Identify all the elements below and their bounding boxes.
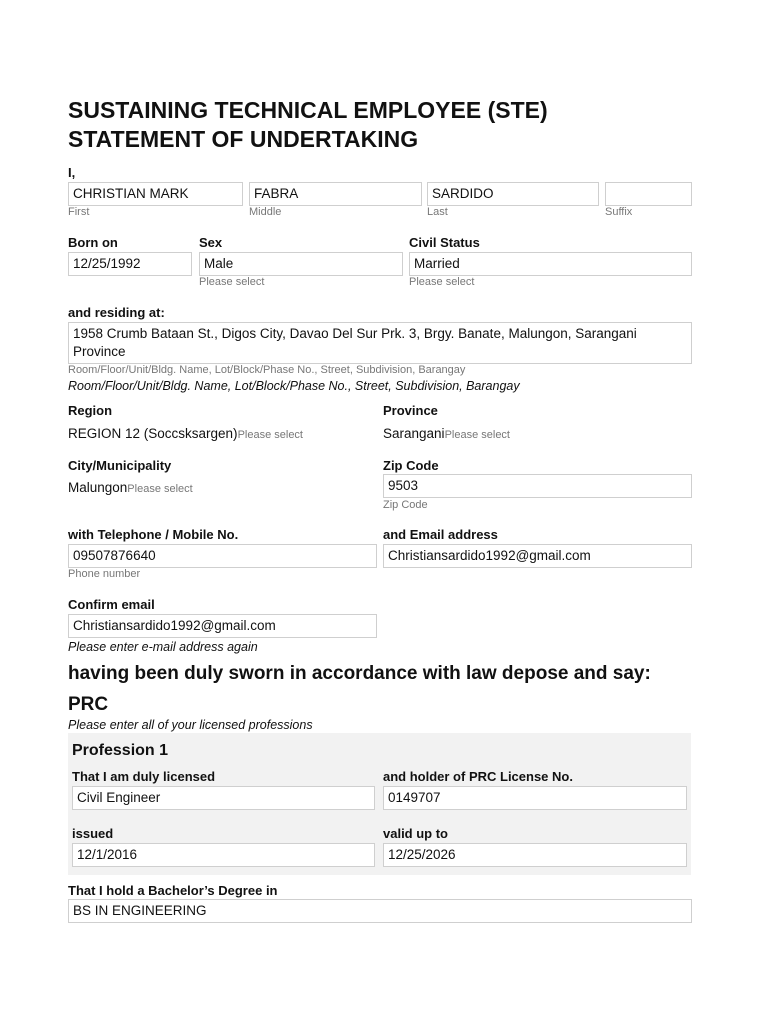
intro-label: I, bbox=[68, 165, 76, 180]
sex-select[interactable]: Male bbox=[199, 252, 403, 276]
phone-label: with Telephone / Mobile No. bbox=[68, 527, 239, 542]
confirm-email-field[interactable]: Christiansardido1992@gmail.com bbox=[68, 614, 377, 638]
phone-field[interactable]: 09507876640 bbox=[68, 544, 377, 568]
city-value: Malungon bbox=[68, 480, 128, 495]
licensed-label: That I am duly licensed bbox=[72, 769, 216, 784]
civil-status-hint: Please select bbox=[409, 276, 475, 288]
email-label: and Email address bbox=[383, 527, 498, 542]
city-select[interactable] bbox=[68, 480, 193, 495]
degree-label: That I hold a Bachelor’s Degree in bbox=[68, 883, 278, 898]
issued-field[interactable]: 12/1/2016 bbox=[72, 843, 375, 867]
civil-status-select[interactable]: Married bbox=[409, 252, 692, 276]
profession-title: Profession 1 bbox=[72, 742, 169, 759]
region-label: Region bbox=[68, 403, 113, 418]
prc-note: Please enter all of your licensed professions bbox=[68, 718, 313, 732]
sworn-statement: having been duly sworn in accordance with law depose and say: bbox=[68, 663, 651, 684]
phone-hint: Phone number bbox=[68, 568, 141, 580]
confirm-email-note: Please enter e-mail address again bbox=[68, 640, 258, 654]
valid-up-to-field[interactable]: 12/25/2026 bbox=[383, 843, 687, 867]
zip-field[interactable]: 9503 bbox=[383, 474, 692, 498]
region-value: REGION 12 (Soccsksargen) bbox=[68, 426, 238, 441]
address-field[interactable] bbox=[68, 322, 692, 364]
sex-label: Sex bbox=[199, 235, 223, 250]
zip-label: Zip Code bbox=[383, 458, 439, 473]
form-title bbox=[68, 96, 548, 154]
profession-field[interactable]: Civil Engineer bbox=[72, 786, 375, 810]
address-hint: Room/Floor/Unit/Bldg. Name, Lot/Block/Phase No., Street, Subdivision, Barangay bbox=[68, 364, 466, 376]
zip-hint: Zip Code bbox=[383, 499, 428, 511]
title-line-1: SUSTAINING TECHNICAL EMPLOYEE (STE) bbox=[68, 97, 548, 123]
address-line-1: 1958 Crumb Bataan St., Digos City, Davao Del Sur Prk. 3, Brgy. Banate, Malungon, Sarangani Province bbox=[73, 326, 637, 359]
valid-up-to-label: valid up to bbox=[383, 826, 448, 841]
residence-label: and residing at: bbox=[68, 305, 165, 320]
middle-name-label: Middle bbox=[249, 206, 282, 218]
address-note: Room/Floor/Unit/Bldg. Name, Lot/Block/Phase No., Street, Subdivision, Barangay bbox=[68, 379, 520, 393]
first-name-field[interactable]: CHRISTIAN MARK bbox=[68, 182, 243, 206]
license-no-label: and holder of PRC License No. bbox=[383, 769, 573, 784]
region-select[interactable] bbox=[68, 426, 303, 441]
first-name-label: First bbox=[68, 206, 90, 218]
born-on-label: Born on bbox=[68, 235, 118, 250]
middle-name-field[interactable]: FABRA bbox=[249, 182, 422, 206]
province-label: Province bbox=[383, 403, 438, 418]
province-select[interactable] bbox=[383, 426, 510, 441]
suffix-label: Suffix bbox=[605, 206, 633, 218]
last-name-label: Last bbox=[427, 206, 448, 218]
email-field[interactable]: Christiansardido1992@gmail.com bbox=[383, 544, 692, 568]
title-line-2: STATEMENT OF UNDERTAKING bbox=[68, 126, 419, 152]
last-name-field[interactable]: SARDIDO bbox=[427, 182, 599, 206]
confirm-email-label: Confirm email bbox=[68, 597, 155, 612]
prc-heading: PRC bbox=[68, 694, 109, 715]
suffix-field[interactable] bbox=[605, 182, 692, 206]
province-hint: Please select bbox=[444, 429, 510, 441]
region-hint: Please select bbox=[237, 429, 303, 441]
city-label: City/Municipality bbox=[68, 458, 172, 473]
city-hint: Please select bbox=[127, 483, 193, 495]
license-no-field[interactable]: 0149707 bbox=[383, 786, 687, 810]
province-value: Sarangani bbox=[383, 426, 445, 441]
degree-field[interactable]: BS IN ENGINEERING bbox=[68, 899, 692, 923]
sex-hint: Please select bbox=[199, 276, 265, 288]
issued-label: issued bbox=[72, 826, 114, 841]
civil-status-label: Civil Status bbox=[409, 235, 480, 250]
born-on-field[interactable]: 12/25/1992 bbox=[68, 252, 192, 276]
